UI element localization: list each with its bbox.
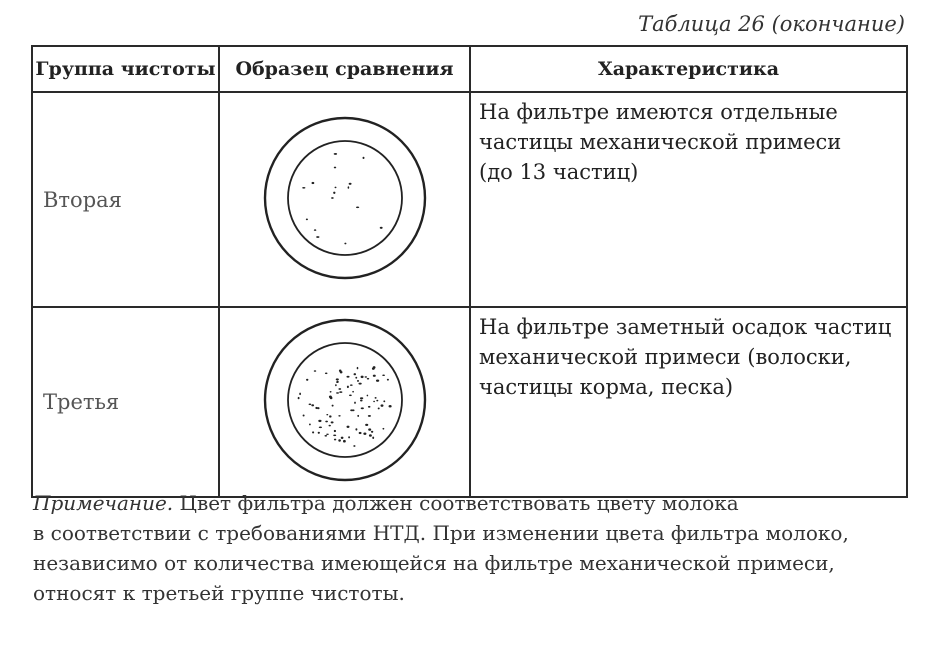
particle-dot — [363, 433, 366, 435]
particle-dot — [375, 380, 378, 382]
particle-dot — [326, 434, 329, 435]
particle-dot — [335, 378, 338, 380]
particle-dot — [340, 437, 343, 439]
particle-dot — [343, 440, 346, 443]
particle-dot — [382, 428, 384, 430]
particle-dot — [331, 405, 333, 407]
particle-dot — [376, 400, 378, 402]
particle-dot — [338, 370, 341, 372]
particle-dot — [360, 407, 363, 409]
particle-dot — [328, 425, 330, 427]
table-header-row — [32, 46, 907, 92]
particle-dot — [347, 186, 349, 189]
particle-dot — [355, 377, 357, 379]
particle-dot — [349, 384, 352, 386]
particle-dot — [313, 229, 315, 231]
particle-dot — [382, 375, 385, 377]
particle-dot — [329, 415, 332, 417]
particle-dot — [355, 428, 357, 430]
particle-dot — [366, 395, 368, 397]
characteristic-line: частицы корма, песка) — [479, 375, 734, 399]
particle-dot — [333, 439, 335, 441]
particle-dot — [355, 206, 358, 208]
particle-dot — [353, 373, 356, 375]
particle-dot — [356, 380, 358, 382]
particle-dot — [351, 409, 354, 411]
table-row — [32, 307, 907, 497]
particle-dot — [316, 236, 319, 238]
particle-dot — [338, 388, 341, 390]
particle-dot — [302, 187, 305, 189]
header-characteristic: Характеристика — [470, 46, 907, 92]
particle-dot — [354, 402, 356, 404]
particle-dot — [334, 186, 336, 188]
particle-dot — [348, 395, 351, 397]
sample-cell — [219, 92, 470, 307]
particle-dot — [388, 405, 391, 408]
particle-dot — [359, 397, 362, 399]
purity-table — [31, 45, 908, 498]
particle-dot — [329, 391, 331, 393]
particle-dot — [353, 445, 355, 447]
particle-dot — [374, 397, 376, 399]
particle-dot — [358, 383, 361, 385]
particle-dot — [333, 166, 336, 168]
particle-dot — [373, 401, 375, 402]
particle-dot — [348, 436, 350, 438]
group-cell: Третья — [32, 307, 219, 497]
particle-dot — [336, 392, 339, 393]
particle-dot — [318, 420, 321, 422]
particle-dot — [368, 434, 371, 437]
characteristic-line: На фильтре заметный осадок частиц — [479, 315, 892, 339]
particle-dot — [368, 428, 371, 430]
characteristic-line: (до 13 частиц) — [479, 160, 639, 184]
characteristic-cell — [470, 307, 907, 497]
particle-dot — [364, 376, 367, 377]
particle-dot — [366, 378, 368, 380]
table-note — [33, 488, 913, 608]
particle-dot — [338, 415, 340, 416]
note-line: в соответствии с требованиями НТД. При изменении цвета фильтра молоко, — [33, 521, 849, 545]
particle-dot — [313, 370, 316, 372]
note-line: независимо от количества имеющейся на фильтре механической примеси, — [33, 551, 835, 575]
particle-dot — [360, 400, 363, 402]
particle-dot — [356, 367, 358, 369]
particle-dot — [335, 384, 337, 386]
particle-dot — [317, 432, 319, 434]
particle-dot — [318, 426, 321, 428]
note-label: Примечание. — [33, 491, 174, 515]
characteristic-line: механической примеси (волоски, — [479, 345, 852, 369]
note-line: относят к третьей группе чистоты. — [33, 581, 405, 605]
particle-dot — [360, 376, 363, 378]
particle-dot — [362, 156, 364, 158]
particle-dot — [348, 182, 351, 184]
particle-dot — [330, 421, 333, 423]
group-cell: Вторая — [32, 92, 219, 307]
particle-dot — [315, 407, 317, 409]
particle-dot — [370, 431, 372, 433]
particle-dot — [379, 226, 382, 228]
particle-dot — [312, 431, 314, 433]
filter-disc-sparse-icon — [260, 113, 430, 283]
particle-dot — [352, 391, 354, 393]
particle-dot — [365, 424, 368, 426]
particle-dot — [331, 197, 334, 199]
filter-disc-dense-icon — [260, 315, 430, 485]
particle-dot — [367, 406, 370, 408]
particle-dot — [372, 375, 375, 377]
particle-dot — [372, 436, 374, 439]
particle-dot — [367, 415, 370, 417]
particle-dot — [338, 439, 341, 441]
particle-dot — [333, 191, 335, 193]
particle-dot — [371, 367, 374, 370]
header-group: Группа чистоты — [32, 46, 219, 92]
particle-dot — [305, 218, 307, 220]
characteristic-cell — [470, 92, 907, 307]
particle-dot — [311, 404, 314, 406]
particle-dot — [346, 426, 349, 428]
particle-dot — [344, 242, 346, 244]
particle-dot — [324, 435, 327, 437]
header-sample: Образец сравнения — [219, 46, 470, 92]
particle-dot — [302, 415, 304, 417]
particle-dot — [299, 393, 301, 395]
sample-cell — [219, 307, 470, 497]
particle-dot — [333, 434, 336, 436]
particle-dot — [358, 432, 361, 434]
particle-dot — [324, 372, 327, 374]
characteristic-line: На фильтре имеются отдельные — [479, 100, 838, 124]
characteristic-line: частицы механической примеси — [479, 130, 842, 154]
particle-dot — [333, 152, 336, 154]
table-row — [32, 92, 907, 307]
particle-dot — [386, 379, 388, 381]
particle-dot — [377, 407, 379, 409]
particle-dot — [311, 181, 314, 183]
particle-dot — [325, 421, 328, 423]
particle-dot — [333, 430, 335, 432]
particle-dot — [308, 404, 311, 406]
particle-dot — [297, 397, 299, 399]
particle-dot — [380, 404, 383, 406]
particle-dot — [308, 423, 310, 425]
particle-dot — [328, 396, 331, 399]
particle-dot — [357, 415, 359, 417]
particle-dot — [306, 379, 308, 381]
table-caption: Таблица 26 (окончание) — [638, 12, 905, 36]
particle-dot — [339, 391, 342, 393]
particle-dot — [326, 414, 328, 415]
note-line: Цвет фильтра должен соответствовать цвету молока — [179, 491, 739, 515]
particle-dot — [346, 376, 349, 378]
particle-dot — [336, 381, 338, 383]
particle-dot — [346, 386, 348, 388]
particle-dot — [383, 400, 385, 402]
